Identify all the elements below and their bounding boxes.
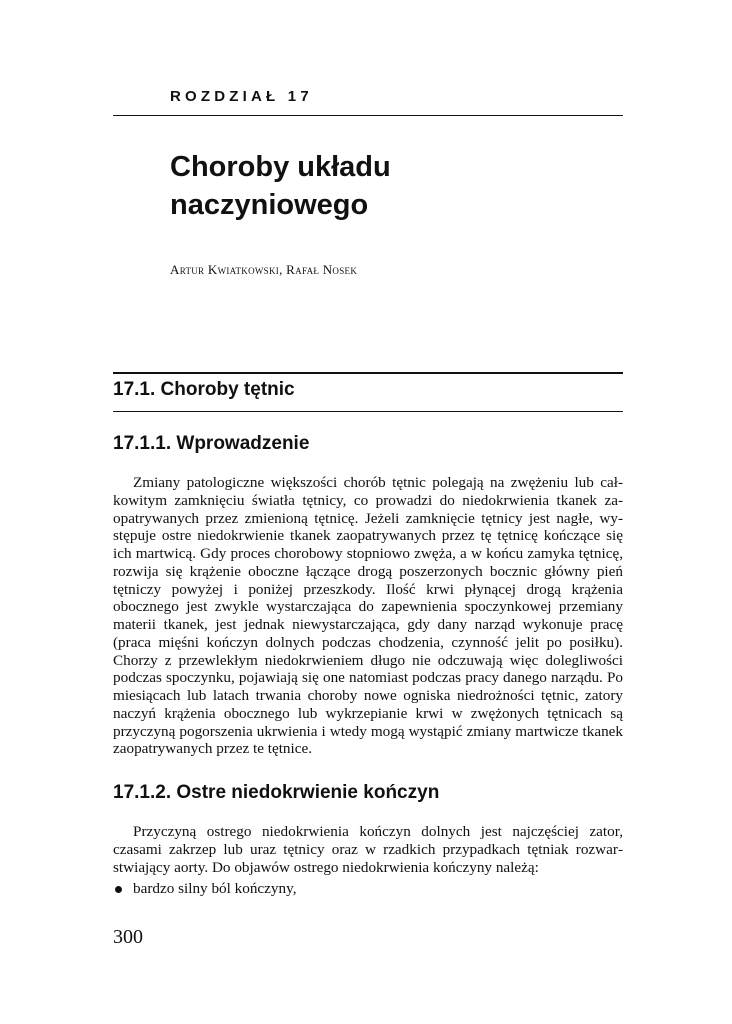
section-heading-17-1: 17.1. Choroby tętnic [113,379,295,400]
section-heading-17-1-2: 17.1.2. Ostre niedokrwienie kończyn [113,782,440,803]
chapter-authors: Artur Kwiatkowski, Rafał Nosek [170,262,358,277]
paragraph-intro: Zmiany patologiczne większości chorób tętnic polegają na zwężeniu lub całkowitym zamknięciu światła tętnicy, co prowadzi do niedokrwienia tkanek zaopatrywanych przez zmienioną tętnicę. Jeżeli zamknięcie tętnicy jest nagłe, występuje ostre niedokrwienie tkanek zaopatrywanych przez tę tętnicę kończące się ich martwicą. Gdy proces chorobowy stopniowo zwęża, a w końcu zamyka tętnicę, rozwija się krążenie oboczne łączące drogą poszerzonych bocznic główny pień tętniczy powyżej i poniżej przeszkody. Ilość krwi płynącej drogą krążenia obocznego jest zwykle wystarczająca do zapewnienia spoczynkowej przemiany materii tkanek, jest jednak niewystarczająca, gdy dany narząd wykonuje pracę (praca mięśni kończyn dolnych podczas chodzenia, czynność jelit po posiłku). Chorzy z przewlekłym niedokrwieniem długo nie odczuwają więc dolegliwości podczas spoczynku, pojawiają się one natomiast podczas pracy danego narządu. Po miesiącach lub latach trwania choroby nowe ogniska niedrożności tętnic, zatory naczyń krążenia obocznego lub wykrzepianie krwi w zwężonych tętnicach są przyczyną pogorszenia ukrwienia i wtedy mogą wystąpić zmiany martwicze tkanek zaopatrywanych przez te tętnice. [113,474,623,758]
chapter-title-line1: Choroby układu [170,151,391,183]
bullet-icon [115,886,122,893]
list-item [113,880,623,898]
section-rule-top [113,372,623,374]
section-rule-bottom [113,411,623,412]
paragraph-acute-ischemia: Przyczyną ostrego niedokrwienia kończyn dolnych jest najczęściej zator, czasami zakrzep lub uraz tętnicy oraz w rzadkich przypadkach tętniak rozwarstwiający aorty. Do objawów ostrego niedokrwienia kończyny należą: [113,823,623,876]
chapter-label: ROZDZIAŁ 17 [170,88,313,105]
symptom-list [113,880,623,898]
chapter-title-line2: naczyniowego [170,189,369,221]
page-number: 300 [113,926,143,948]
chapter-title [170,148,590,224]
chapter-rule [113,115,623,116]
section-heading-17-1-1: 17.1.1. Wprowadzenie [113,433,310,454]
list-item-text: bardzo silny ból kończyny, [133,880,297,897]
